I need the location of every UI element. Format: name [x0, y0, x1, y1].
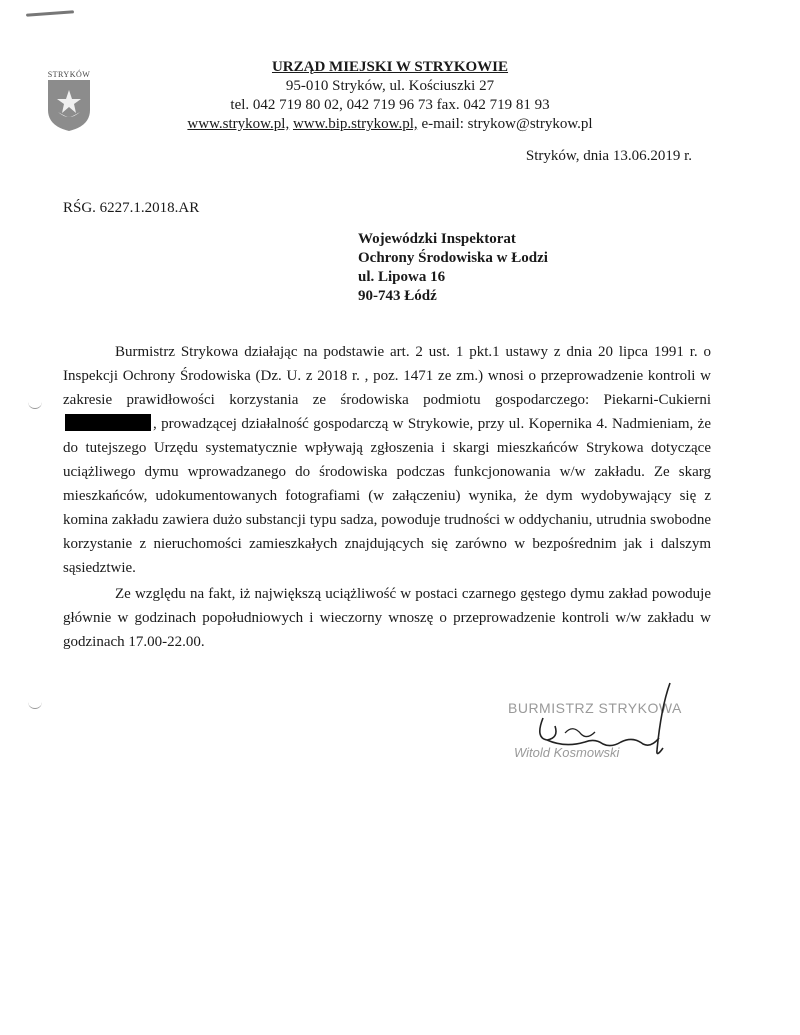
addressee-line: ul. Lipowa 16 — [358, 269, 446, 285]
margin-mark — [28, 700, 42, 709]
letter-date: Stryków, dnia 13.06.2019 r. — [525, 148, 692, 164]
bip-link[interactable]: www.bip.strykow.pl, — [292, 116, 418, 132]
addressee-line: Wojewódzki Inspektorat — [358, 231, 516, 247]
addressee-line: Ochrony Środowiska w Łodzi — [358, 250, 548, 266]
paragraph-text: , prowadzącej działalność gospodarczą w Strykowie, przy ul. Kopernika 4. Nadmieniam, że do tutejszego Urzędu systematycznie wpływają zgłoszenia i skargi mieszkańców Strykowa dotyczące uciążliwego dymu wprowadzanego do środowiska podczas funkcjonowania w/w zakładu. Ze skarg mieszkańców, udokumentowanych fotografiami (w załączeniu) wynika, że dym wydobywający się z komina zakładu zawiera dużo substancji typu sadza, powoduje trudności w oddychaniu, utrudnia swobodne korzystanie z nieruchomości zamieszkałych znajdujących się zarówno w bezpośrednim jak i dalszym sąsiedztwie. — [63, 416, 711, 576]
letterhead — [150, 58, 630, 134]
town-crest-icon — [44, 70, 94, 132]
margin-mark — [28, 400, 42, 409]
office-phones: tel. 042 719 80 02, 042 719 96 73 fax. 042 719 81 93 — [230, 97, 550, 113]
mayor-stamp: BURMISTRZ STRYKOWA — [508, 700, 682, 716]
office-contacts — [150, 115, 630, 134]
mayor-stamp-name: Witold Kosmowski — [514, 745, 620, 760]
paragraph-request — [63, 340, 711, 580]
paragraph-text: Burmistrz Strykowa działając na podstawie art. 2 ust. 1 pkt.1 ustawy z dnia 20 lipca 1991 r. o Inspekcji Ochrony Środowiska (Dz. U. z 2018 r. , poz. 1471 ze zm.) wnosi o przeprowadzenie kontroli w zakresie prawidłowości korzystania ze środowiska podmiotu gospodarczego: Piekarni-Cukierni — [63, 344, 711, 408]
handwritten-signature — [525, 678, 675, 773]
scan-mark — [26, 10, 74, 16]
addressee-line: 90-743 Łódź — [358, 288, 437, 304]
paragraph-timing: Ze względu na fakt, iż największą uciążliwość w postaci czarnego gęstego dymu zakład powoduje głównie w godzinach popołudniowych i wieczorny wnoszę o przeprowadzenie kontroli w/w zakładu w godzinach 17.00-22.00. — [63, 586, 711, 650]
crest-label: STRYKÓW — [47, 70, 91, 79]
redaction-bar — [65, 414, 151, 431]
letter-body — [63, 340, 711, 654]
office-address: 95-010 Stryków, ul. Kościuszki 27 — [285, 78, 495, 94]
addressee-block — [358, 230, 548, 306]
reference-number: RŚG. 6227.1.2018.AR — [63, 200, 200, 216]
email-text: e-mail: strykow@strykow.pl — [421, 116, 593, 132]
website-link[interactable]: www.strykow.pl, — [187, 116, 290, 132]
office-title: URZĄD MIEJSKI W STRYKOWIE — [271, 59, 509, 75]
